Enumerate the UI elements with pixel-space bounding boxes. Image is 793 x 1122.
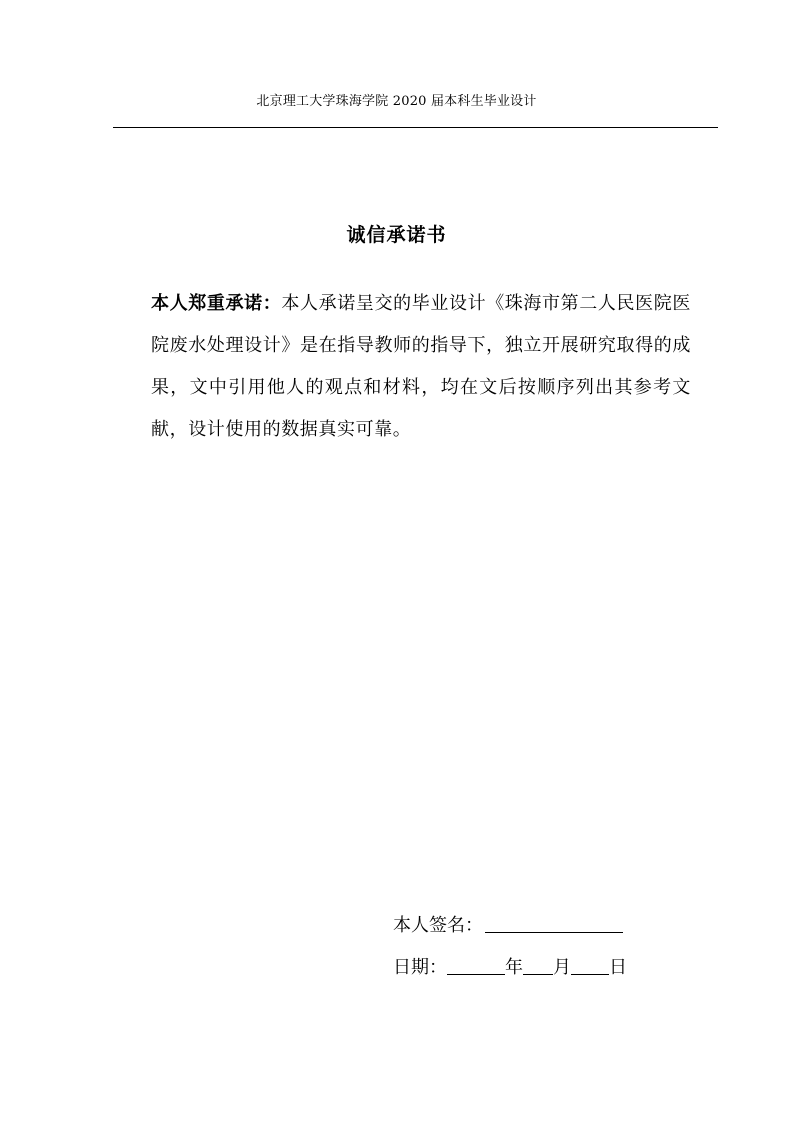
month-label: 月: [553, 957, 571, 978]
header-rule: [113, 127, 718, 128]
date-row: [393, 954, 627, 982]
day-blank[interactable]: [571, 954, 609, 975]
signature-blank[interactable]: [485, 912, 623, 933]
page-header: 北京理工大学珠海学院 2020 届本科生毕业设计: [256, 94, 537, 109]
year-blank[interactable]: [447, 954, 505, 975]
document-title: 诚信承诺书: [346, 224, 447, 246]
pledge-lead: 本人郑重承诺：: [151, 293, 282, 314]
pledge-paragraph: [151, 283, 691, 451]
date-label: 日期：: [393, 957, 447, 978]
signature-label: 本人签名：: [393, 915, 483, 936]
signature-row: [393, 912, 623, 940]
year-label: 年: [505, 957, 523, 978]
day-label: 日: [609, 957, 627, 978]
pledge-text: 本人承诺呈交的毕业设计《珠海市第二人民医院医院废水处理设计》是在指导教师的指导下，独立开展研究取得的成果，文中引用他人的观点和材料，均在文后按顺序列出其参考文献，设计使用的数据真实可靠。: [151, 293, 692, 440]
month-blank[interactable]: [523, 954, 553, 975]
